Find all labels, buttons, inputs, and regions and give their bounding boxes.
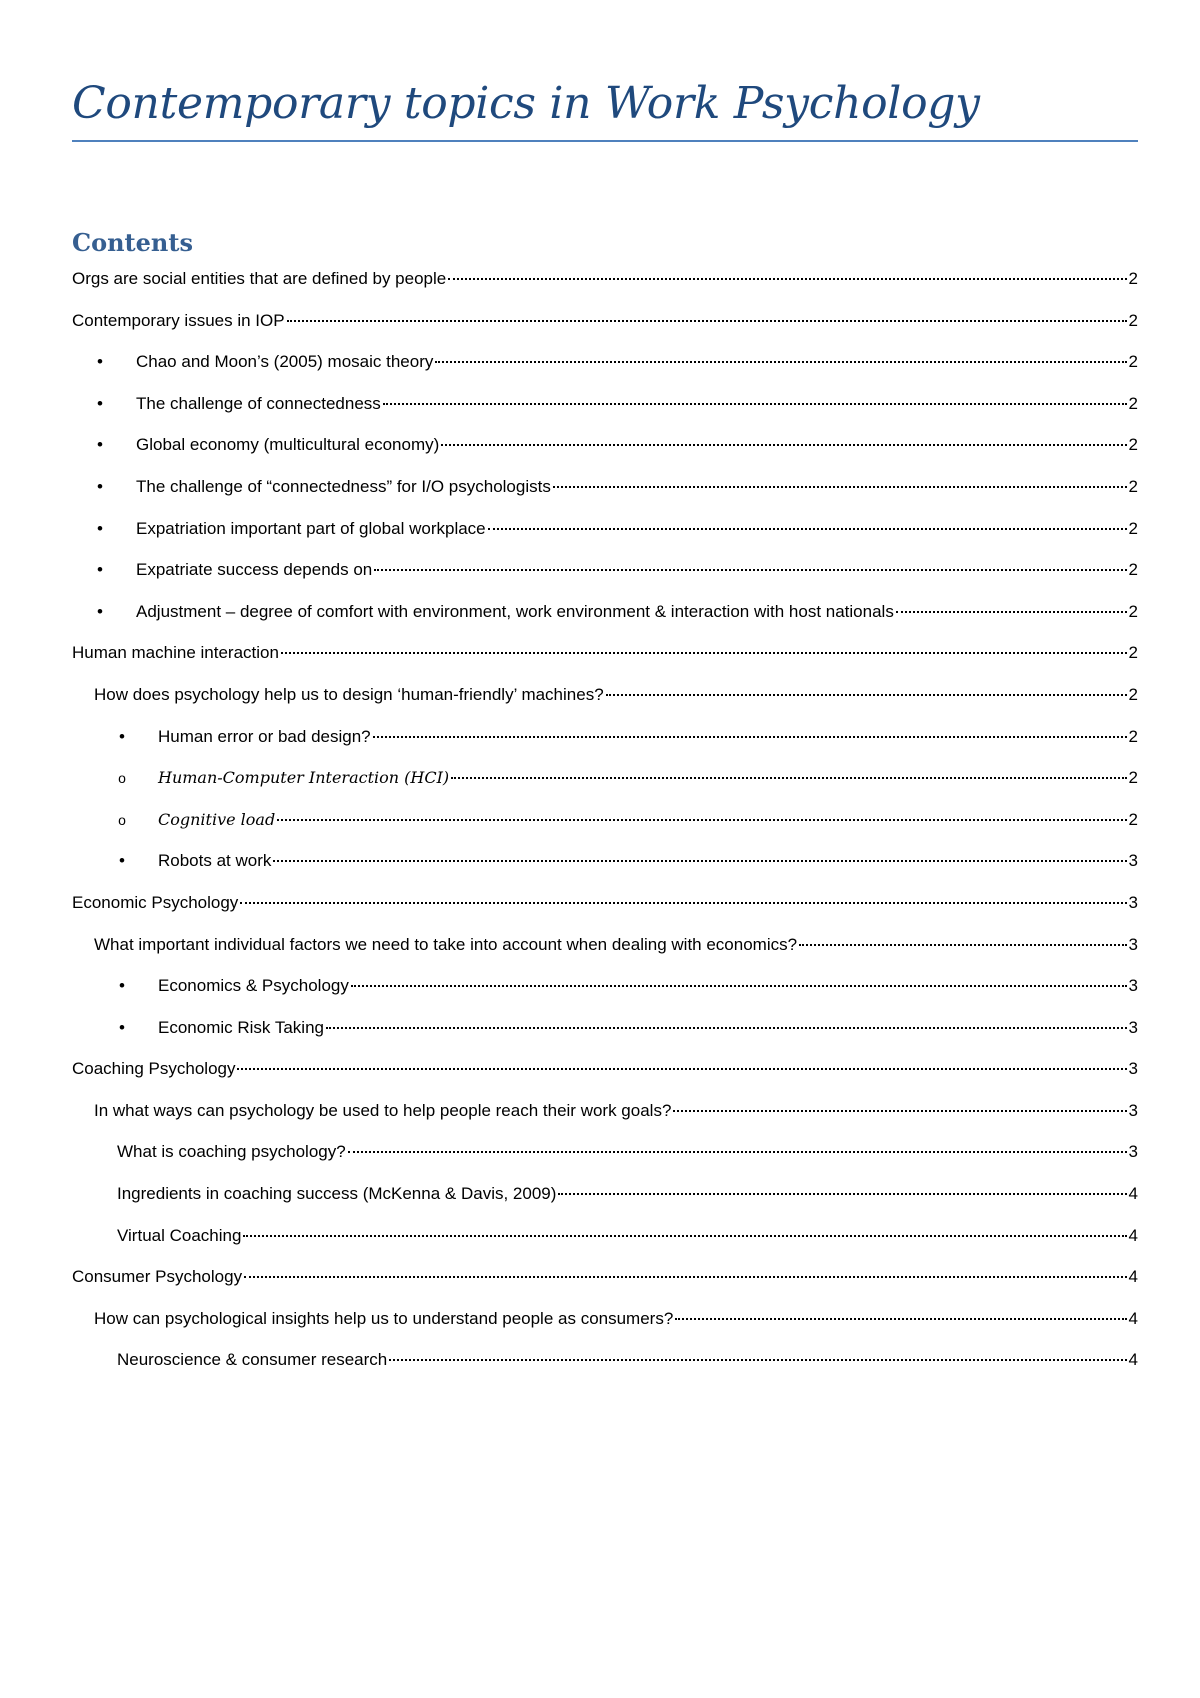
dot-leader — [237, 1068, 1126, 1070]
toc-entry-title: Robots at work — [158, 851, 272, 871]
toc-entry[interactable] — [72, 1100, 1138, 1142]
toc-page-number: 4 — [1128, 1267, 1138, 1287]
dot-leader — [673, 1110, 1126, 1112]
toc-page-number: 2 — [1128, 476, 1138, 496]
toc-entry-title: Adjustment – degree of comfort with environment, work environment & interaction with host nationals — [136, 601, 894, 621]
toc-page-number: 2 — [1128, 643, 1138, 663]
bullet-icon: • — [97, 393, 103, 413]
toc-entry-title: Economic Risk Taking — [158, 1017, 324, 1037]
bullet-icon: • — [97, 518, 103, 538]
toc-entry-title: Global economy (multicultural economy) — [136, 435, 440, 455]
toc-page-number: 4 — [1128, 1350, 1138, 1370]
toc-page-number: 3 — [1128, 851, 1138, 871]
toc-entry-title: The challenge of “connectedness” for I/O psychologists — [136, 476, 551, 496]
toc-page-number: 3 — [1128, 1142, 1138, 1162]
dot-leader — [287, 320, 1127, 322]
toc-entry[interactable] — [72, 268, 1138, 310]
toc-page-number: 3 — [1128, 976, 1138, 996]
dot-leader — [351, 985, 1127, 987]
toc-entry-title: Contemporary issues in IOP — [72, 310, 285, 330]
dot-leader — [373, 736, 1127, 738]
dot-leader — [326, 1027, 1127, 1029]
bullet-icon: • — [97, 352, 103, 372]
bullet-icon: • — [119, 726, 125, 746]
toc-page-number: 4 — [1128, 1308, 1138, 1328]
dot-leader — [441, 444, 1126, 446]
toc-entry-title: Cognitive load — [158, 809, 276, 829]
toc-entry[interactable] — [72, 559, 1138, 601]
dot-leader — [374, 569, 1126, 571]
toc-entry[interactable] — [72, 1266, 1138, 1308]
toc-entry[interactable] — [72, 518, 1138, 560]
toc-page-number: 4 — [1128, 1225, 1138, 1245]
toc-page-number: 2 — [1128, 684, 1138, 704]
toc-entry-title: Expatriate success depends on — [136, 560, 373, 580]
dot-leader — [558, 1193, 1126, 1195]
bullet-icon: • — [97, 601, 103, 621]
toc-entry[interactable] — [72, 1308, 1138, 1350]
toc-entry-title: Virtual Coaching — [117, 1225, 242, 1245]
toc-page-number: 2 — [1128, 726, 1138, 746]
toc-entry-title: How does psychology help us to design ‘human-friendly’ machines? — [94, 684, 604, 704]
toc-page-number: 2 — [1128, 560, 1138, 580]
toc-page-number: 2 — [1128, 768, 1138, 788]
toc-entry[interactable] — [72, 892, 1138, 934]
dot-leader — [243, 1235, 1126, 1237]
toc-entry-title: Consumer Psychology — [72, 1267, 243, 1287]
toc-entry[interactable] — [72, 1141, 1138, 1183]
toc-entry-title: Chao and Moon’s (2005) mosaic theory — [136, 352, 434, 372]
toc-entry[interactable] — [72, 1017, 1138, 1059]
toc-entry[interactable] — [72, 934, 1138, 976]
toc-entry[interactable] — [72, 351, 1138, 393]
toc-entry-title: Expatriation important part of global workplace — [136, 518, 486, 538]
toc-page-number: 3 — [1128, 934, 1138, 954]
document-title: Contemporary topics in Work Psychology — [72, 78, 980, 129]
dot-leader — [451, 777, 1126, 779]
bullet-icon: • — [119, 851, 125, 871]
toc-entry-title: Human machine interaction — [72, 643, 279, 663]
dot-leader — [606, 694, 1127, 696]
toc-entry[interactable] — [72, 684, 1138, 726]
toc-entry-title: The challenge of connectedness — [136, 393, 381, 413]
hollow-bullet-icon: o — [118, 811, 126, 828]
toc-entry[interactable] — [72, 601, 1138, 643]
title-underline-rule — [72, 140, 1138, 142]
bullet-icon: • — [97, 476, 103, 496]
toc-entry[interactable] — [72, 434, 1138, 476]
dot-leader — [799, 944, 1126, 946]
toc-entry-title: What is coaching psychology? — [117, 1142, 346, 1162]
dot-leader — [389, 1359, 1126, 1361]
hollow-bullet-icon: o — [118, 770, 126, 787]
toc-entry[interactable] — [72, 642, 1138, 684]
toc-entry[interactable] — [72, 476, 1138, 518]
toc-entry-title: How can psychological insights help us to understand people as consumers? — [94, 1308, 674, 1328]
toc-entry-title: Economics & Psychology — [158, 976, 349, 996]
toc-entry[interactable] — [72, 850, 1138, 892]
toc-entry-title: What important individual factors we need to take into account when dealing with economics? — [94, 934, 798, 954]
dot-leader — [277, 819, 1126, 821]
bullet-icon: • — [97, 435, 103, 455]
toc-entry[interactable] — [72, 393, 1138, 435]
toc-entry[interactable] — [72, 1349, 1138, 1391]
toc-entry[interactable] — [72, 767, 1138, 809]
table-of-contents — [72, 268, 1138, 1391]
bullet-icon: • — [97, 560, 103, 580]
toc-entry[interactable] — [72, 1058, 1138, 1100]
toc-page-number: 3 — [1128, 1059, 1138, 1079]
toc-page-number: 2 — [1128, 809, 1138, 829]
toc-page-number: 2 — [1128, 518, 1138, 538]
toc-entry[interactable] — [72, 726, 1138, 768]
toc-page-number: 4 — [1128, 1184, 1138, 1204]
dot-leader — [383, 403, 1127, 405]
toc-entry-title: Economic Psychology — [72, 892, 239, 912]
toc-page-number: 2 — [1128, 601, 1138, 621]
toc-entry[interactable] — [72, 975, 1138, 1017]
toc-page-number: 2 — [1128, 352, 1138, 372]
toc-entry-title: Human-Computer Interaction (HCI) — [158, 768, 450, 788]
toc-page-number: 3 — [1128, 892, 1138, 912]
toc-entry-title: Coaching Psychology — [72, 1059, 236, 1079]
toc-entry-title: In what ways can psychology be used to help people reach their work goals? — [94, 1100, 672, 1120]
toc-entry-title: Orgs are social entities that are defined by people — [72, 269, 447, 288]
toc-entry[interactable] — [72, 809, 1138, 851]
dot-leader — [244, 1276, 1126, 1278]
toc-entry-title: Human error or bad design? — [158, 726, 371, 746]
toc-entry[interactable] — [72, 1225, 1138, 1267]
bullet-icon: • — [119, 1017, 125, 1037]
contents-heading: Contents — [72, 228, 193, 257]
toc-page-number: 3 — [1128, 1100, 1138, 1120]
toc-page-number: 2 — [1128, 310, 1138, 330]
dot-leader — [675, 1318, 1126, 1320]
toc-entry-title: Neuroscience & consumer research — [117, 1350, 388, 1370]
bullet-icon: • — [119, 976, 125, 996]
toc-entry[interactable] — [72, 1183, 1138, 1225]
dot-leader — [448, 278, 1126, 280]
dot-leader — [348, 1151, 1127, 1153]
toc-entry-title: Ingredients in coaching success (McKenna & Davis, 2009) — [117, 1184, 557, 1204]
dot-leader — [273, 860, 1126, 862]
dot-leader — [435, 361, 1126, 363]
dot-leader — [553, 486, 1127, 488]
dot-leader — [240, 902, 1126, 904]
toc-entry[interactable] — [72, 310, 1138, 352]
toc-page-number: 3 — [1128, 1017, 1138, 1037]
toc-page-number: 2 — [1128, 269, 1138, 288]
dot-leader — [896, 611, 1127, 613]
toc-page-number: 2 — [1128, 435, 1138, 455]
dot-leader — [281, 652, 1127, 654]
toc-page-number: 2 — [1128, 393, 1138, 413]
dot-leader — [488, 528, 1127, 530]
